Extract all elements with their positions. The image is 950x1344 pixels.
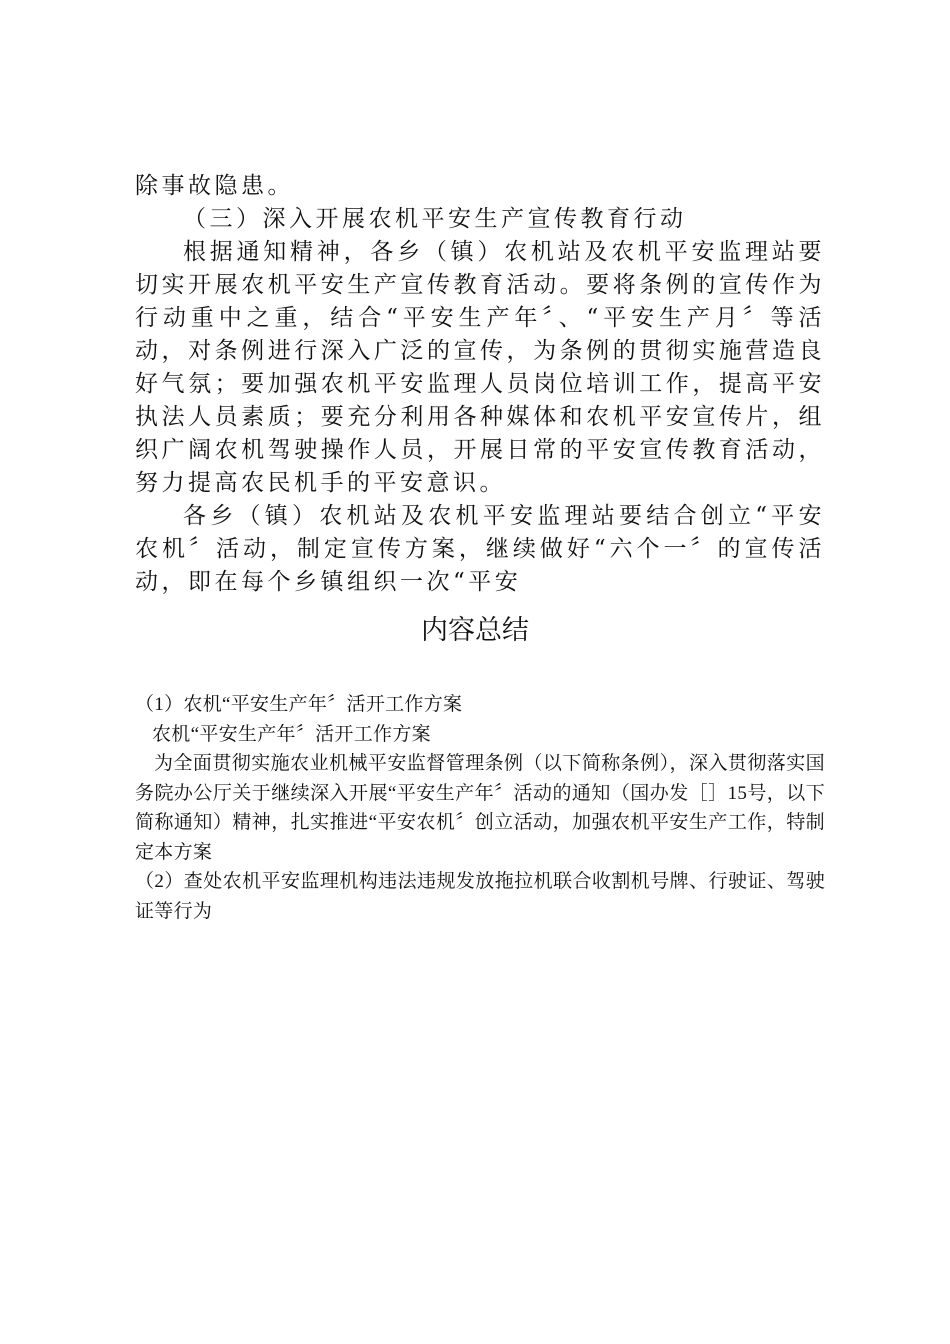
summary-item-1: （1）农机“平安生产年〞活开工作方案: [135, 694, 463, 715]
body-text: [135, 170, 825, 599]
summary-item-1-subtitle: 农机“平安生产年〞活开工作方案: [152, 723, 431, 745]
summary-title: 内容总结: [421, 615, 529, 645]
summary-section: [135, 690, 825, 926]
summary-item-1-text: 为全面贯彻实施农业机械平安监督管理条例（以下简称条例），深入贯彻落实国务院办公厅关于继续深入开展“平安生产年〞活动的通知（国办发［］15号，以下简称通知）精神，扎实推进“平安农机〞创立活动，加强农机平安生产工作，特制定本方案: [135, 753, 825, 863]
body-paragraph-1: 根据通知精神，各乡（镇）农机站及农机平安监理站要切实开展农机平安生产宣传教育活动。要将条例的宣传作为行动重中之重，结合“平安生产年〞、“平安生产月〞等活动，对条例进行深入广泛的宣传，为条例的贯彻实施营造良好气氛；要加强农机平安监理人员岗位培训工作，提高平安执法人员素质；要充分利用各种媒体和农机平安宣传片，组织广阔农机驾驶操作人员，开展日常的平安宣传教育活动，努力提高农民机手的平安意识。: [135, 239, 825, 496]
body-paragraph-2: 各乡（镇）农机站及农机平安监理站要结合创立“平安农机〞活动，制定宣传方案，继续做好“六个一〞的宣传活动，即在每个乡镇组织一次“平安: [135, 503, 825, 595]
summary-item-2: （2）查处农机平安监理机构违法违规发放拖拉机联合收割机号牌、行驶证、驾驶证等行为: [135, 871, 825, 922]
section-heading: （三）深入开展农机平安生产宣传教育行动: [183, 206, 687, 232]
continuation-line: 除事故隐患。: [135, 173, 294, 199]
